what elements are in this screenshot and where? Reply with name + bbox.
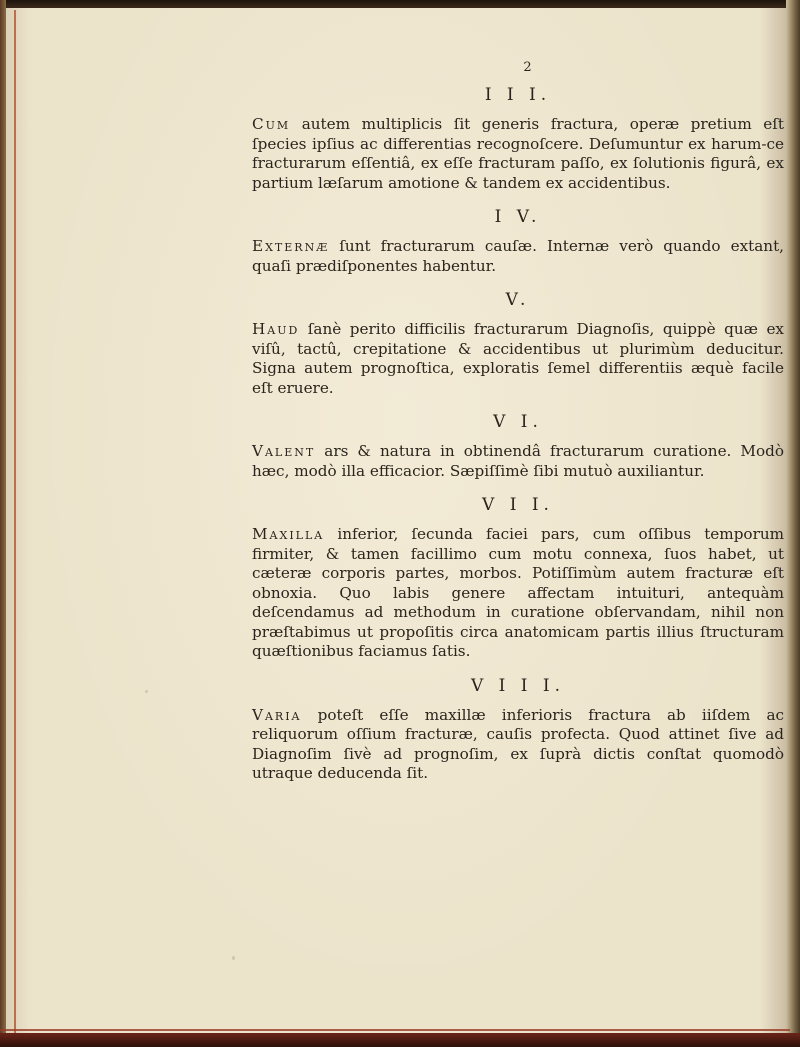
section-heading: V. <box>505 290 531 310</box>
lead-word: Varia <box>252 705 302 724</box>
section-heading: I V. <box>494 207 542 227</box>
section-3 <box>252 85 784 193</box>
section-paragraph <box>252 320 784 398</box>
page-edge-line <box>14 10 16 1040</box>
section-paragraph <box>252 442 784 481</box>
section-heading: V I I I. <box>470 675 566 696</box>
paper-stain <box>232 956 235 960</box>
section-paragraph <box>252 237 784 276</box>
text-block <box>252 60 784 798</box>
lead-word: Maxilla <box>252 525 325 543</box>
scan-border-top <box>0 0 800 8</box>
section-paragraph <box>252 706 784 784</box>
section-8 <box>252 676 784 784</box>
section-heading: V I I. <box>482 495 554 515</box>
paper-stain <box>145 690 148 693</box>
page-edge-line-bottom <box>0 1029 790 1031</box>
paragraph-text: autem multiplicis ſit generis fractura, operæ pretium eſt ſpecies ipſius ac differentias recognoſcere. Deſumuntur ex harum-ce fracturarum eſſentiâ, ex eſſe fracturam paſſo, ex ſolutionis figurâ, ex partium læſarum amotione & tandem ex accidentibus. <box>252 115 785 192</box>
paragraph-text: ſunt fracturarum cauſæ. Internæ verò quando extant, quaſi prædiſponentes habentur. <box>252 237 785 275</box>
section-5 <box>252 290 784 398</box>
lead-word: Haud <box>252 320 300 338</box>
paragraph-text: ars & natura in obtinendâ fracturarum curatione. Modò hæc, modò illa efficacior. Sæpiſſimè ſibi mutuò auxiliantur. <box>252 442 784 480</box>
lead-word: Valent <box>252 442 316 460</box>
scan-border-bottom <box>0 1033 800 1047</box>
section-heading: V I. <box>493 412 543 432</box>
paragraph-text: ſanè perito difficilis fracturarum Diagnoſis, quippè quæ ex viſû, tactû, crepitatione & accidentibus ut plurimùm deducitur. Signa autem prognoſtica, exploratis ſemel differentiis æquè facile eſt eruere. <box>252 320 784 397</box>
paragraph-text: poteſt eſſe maxillæ inferioris fractura ab iiſdem ac reliquorum oſſium fracturæ, cauſis profecta. Quod attinet ſive ad Diagnoſim ſivè ad prognoſim, ex ſuprà dictis conſtat quomodò utraque deducenda ſit. <box>252 705 784 782</box>
section-4 <box>252 207 784 276</box>
scan-border-left <box>0 0 6 1047</box>
lead-word: Cum <box>252 115 291 133</box>
section-6 <box>252 412 784 481</box>
section-paragraph <box>252 115 784 193</box>
paragraph-text: inferior, ſecunda faciei pars, cum oſſibus temporum firmiter, & tamen facillimo cum motu connexa, ſuos habet, ut cæteræ corporis partes, morbos. Potiſſimùm autem fracturæ eſt obnoxia. Quo labis genere affectam intuituri, antequàm deſcendamus ad methodum in curatione obſervandam, nihil non præſtabimus ut propoſitis circa anatomicam partis illius ſtructuram quæſtionibus faciamus ſatis. <box>252 525 785 660</box>
section-heading: I I I. <box>484 85 552 105</box>
section-paragraph <box>252 525 784 662</box>
lead-word: Externæ <box>252 237 330 255</box>
scan-border-right <box>786 0 800 1047</box>
page-number: 2 <box>523 60 533 75</box>
section-7 <box>252 495 784 662</box>
